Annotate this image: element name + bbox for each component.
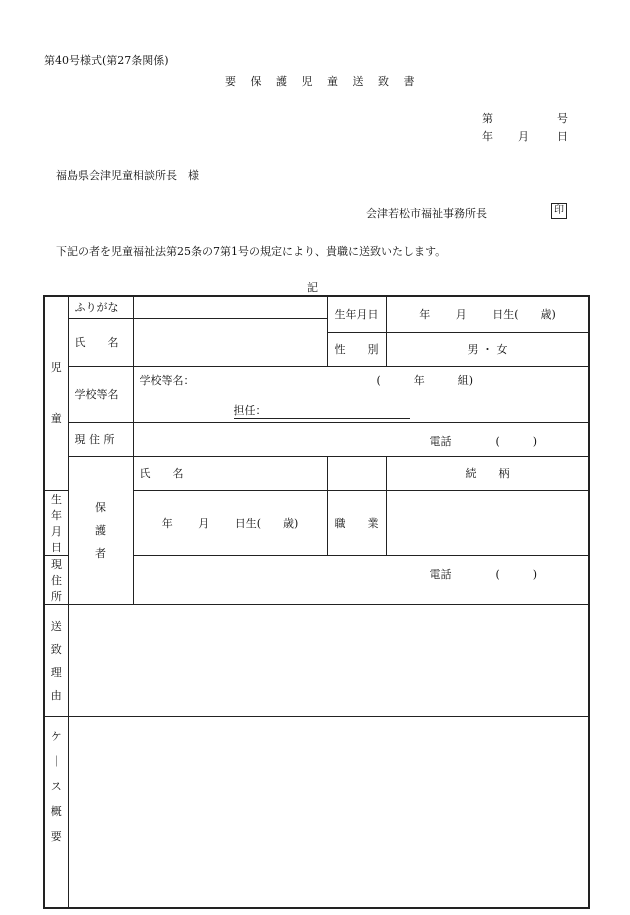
school-label: 学校等名	[68, 366, 133, 422]
sender: 会津若松市福祉事務所長	[366, 207, 487, 220]
furigana-label: ふりがな	[68, 296, 133, 318]
guardian-section-label: 保 護 者	[68, 456, 133, 604]
guardian-phone-label: 電話 ( )	[429, 567, 538, 581]
teacher-line[interactable]	[234, 402, 410, 419]
date-month-label: 月	[518, 130, 529, 143]
school-name-label: 学校等名：	[139, 373, 195, 387]
guardian-address-label: 現 住 所	[44, 555, 68, 604]
ki-label: 記	[307, 281, 318, 294]
intro-text: 下記の者を児童福祉法第25条の7第1号の規定により、貴職に送致いたします。	[56, 245, 447, 258]
occupation-field[interactable]	[386, 490, 589, 555]
guardian-address-field[interactable]	[133, 555, 589, 604]
addressee: 福島県会津児童相談所長 様	[56, 169, 199, 182]
seal-mark: 印	[551, 203, 567, 219]
child-section-label: 児 童	[44, 296, 68, 490]
form-number: 第40号様式(第27条関係)	[44, 54, 169, 67]
child-phone-label: 電話 ( )	[429, 434, 538, 448]
gender-field[interactable]: 男 ・ 女	[386, 332, 589, 366]
child-name-field[interactable]	[133, 318, 327, 366]
reason-field[interactable]	[68, 604, 589, 716]
guardian-name-field[interactable]	[327, 456, 386, 490]
guardian-name-label: 氏 名	[133, 456, 327, 490]
school-field[interactable]	[133, 366, 589, 422]
child-birth-field[interactable]: 年 月 日生( 歳)	[386, 296, 589, 332]
relation-label: 続 柄	[386, 456, 589, 490]
school-grade-label: ( 年 組)	[376, 373, 474, 387]
date-day-label: 日	[557, 130, 568, 143]
guardian-birth-label: 生年月日	[44, 490, 68, 555]
reason-section-label: 送 致 理 由	[44, 604, 68, 716]
guardian-birth-field[interactable]: 年 月 日生( 歳)	[133, 490, 327, 555]
page-title: 要 保 護 児 童 送 致 書	[225, 75, 420, 88]
case-section-label: ケ ｜ ス 概 要	[44, 716, 68, 908]
occupation-label: 職 業	[327, 490, 386, 555]
child-address-label: 現 住 所	[68, 422, 133, 456]
case-summary-field[interactable]	[68, 716, 589, 908]
number-label-go: 号	[557, 112, 568, 125]
number-label-dai: 第	[482, 112, 493, 125]
child-birth-label: 生年月日	[327, 296, 386, 332]
teacher-label: 担任：	[233, 403, 267, 417]
date-year-label: 年	[482, 130, 493, 143]
child-name-label: 氏 名	[68, 318, 133, 366]
referral-form-table	[43, 295, 590, 909]
furigana-field[interactable]	[133, 296, 327, 318]
gender-label: 性 別	[327, 332, 386, 366]
child-address-field[interactable]	[133, 422, 589, 456]
